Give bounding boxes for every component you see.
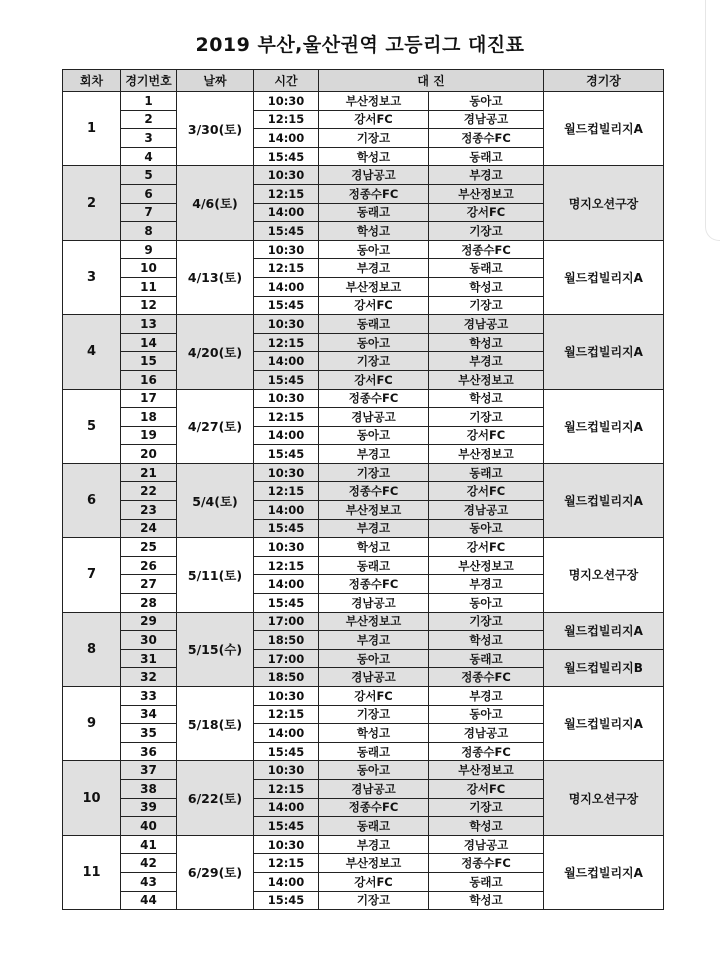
away-team: 부경고 — [429, 352, 544, 371]
home-team: 동래고 — [319, 817, 429, 836]
header-time: 시간 — [254, 70, 319, 92]
match-number: 15 — [121, 352, 177, 371]
match-time: 12:15 — [254, 259, 319, 278]
schedule-table — [62, 69, 664, 910]
away-team: 강서FC — [429, 426, 544, 445]
away-team: 부산정보고 — [429, 761, 544, 780]
home-team: 경남공고 — [319, 408, 429, 427]
away-team: 경남공고 — [429, 724, 544, 743]
match-time: 10:30 — [254, 463, 319, 482]
round-number: 2 — [63, 166, 121, 240]
match-number: 22 — [121, 482, 177, 501]
match-time: 12:15 — [254, 110, 319, 129]
round-number: 11 — [63, 835, 121, 909]
away-team: 정종수FC — [429, 668, 544, 687]
schedule-table-container — [62, 69, 663, 912]
away-team: 동아고 — [429, 92, 544, 111]
home-team: 학성고 — [319, 538, 429, 557]
match-date: 3/30(토) — [177, 92, 254, 166]
match-number: 3 — [121, 129, 177, 148]
match-number: 8 — [121, 222, 177, 241]
home-team: 강서FC — [319, 296, 429, 315]
match-time: 18:50 — [254, 631, 319, 650]
match-time: 12:15 — [254, 482, 319, 501]
header-venue: 경기장 — [544, 70, 664, 92]
match-number: 34 — [121, 705, 177, 724]
match-time: 10:30 — [254, 166, 319, 185]
table-row — [63, 463, 664, 482]
round-number: 6 — [63, 463, 121, 537]
table-row — [63, 835, 664, 854]
home-team: 동아고 — [319, 240, 429, 259]
table-row — [63, 315, 664, 334]
match-time: 14:00 — [254, 575, 319, 594]
home-team: 부산정보고 — [319, 501, 429, 520]
venue: 명지오션구장 — [544, 761, 664, 835]
match-number: 29 — [121, 612, 177, 631]
venue: 월드컵빌리지A — [544, 687, 664, 761]
match-number: 40 — [121, 817, 177, 836]
home-team: 부경고 — [319, 835, 429, 854]
home-team: 부산정보고 — [319, 612, 429, 631]
venue: 월드컵빌리지A — [544, 835, 664, 909]
match-number: 21 — [121, 463, 177, 482]
round-number: 4 — [63, 315, 121, 389]
round-number: 7 — [63, 538, 121, 612]
home-team: 정종수FC — [319, 482, 429, 501]
match-number: 36 — [121, 742, 177, 761]
header-date: 날짜 — [177, 70, 254, 92]
match-number: 44 — [121, 891, 177, 910]
match-date: 5/11(토) — [177, 538, 254, 612]
match-time: 15:45 — [254, 891, 319, 910]
away-team: 동래고 — [429, 147, 544, 166]
away-team: 정종수FC — [429, 854, 544, 873]
match-number: 42 — [121, 854, 177, 873]
match-time: 10:30 — [254, 92, 319, 111]
match-time: 15:45 — [254, 519, 319, 538]
match-time: 14:00 — [254, 277, 319, 296]
match-number: 10 — [121, 259, 177, 278]
away-team: 정종수FC — [429, 129, 544, 148]
header-match-no: 경기번호 — [121, 70, 177, 92]
away-team: 동아고 — [429, 705, 544, 724]
home-team: 경남공고 — [319, 779, 429, 798]
match-time: 12:15 — [254, 779, 319, 798]
match-time: 15:45 — [254, 222, 319, 241]
venue: 월드컵빌리지A — [544, 389, 664, 463]
match-number: 18 — [121, 408, 177, 427]
away-team: 학성고 — [429, 333, 544, 352]
match-time: 12:15 — [254, 705, 319, 724]
match-number: 25 — [121, 538, 177, 557]
away-team: 동래고 — [429, 872, 544, 891]
match-time: 12:15 — [254, 854, 319, 873]
away-team: 기장고 — [429, 222, 544, 241]
away-team: 부경고 — [429, 687, 544, 706]
away-team: 학성고 — [429, 817, 544, 836]
away-team: 기장고 — [429, 408, 544, 427]
match-number: 17 — [121, 389, 177, 408]
home-team: 경남공고 — [319, 166, 429, 185]
match-time: 14:00 — [254, 203, 319, 222]
match-date: 4/27(토) — [177, 389, 254, 463]
away-team: 경남공고 — [429, 835, 544, 854]
home-team: 경남공고 — [319, 594, 429, 613]
away-team: 강서FC — [429, 482, 544, 501]
match-number: 9 — [121, 240, 177, 259]
match-time: 10:30 — [254, 687, 319, 706]
home-team: 부경고 — [319, 259, 429, 278]
home-team: 부산정보고 — [319, 92, 429, 111]
match-number: 30 — [121, 631, 177, 650]
match-number: 35 — [121, 724, 177, 743]
away-team: 학성고 — [429, 389, 544, 408]
away-team: 동래고 — [429, 259, 544, 278]
match-date: 6/22(토) — [177, 761, 254, 835]
match-time: 12:15 — [254, 184, 319, 203]
home-team: 강서FC — [319, 687, 429, 706]
match-time: 17:00 — [254, 649, 319, 668]
match-number: 11 — [121, 277, 177, 296]
venue: 월드컵빌리지A — [544, 315, 664, 389]
match-time: 15:45 — [254, 742, 319, 761]
home-team: 기장고 — [319, 129, 429, 148]
match-number: 13 — [121, 315, 177, 334]
match-date: 4/13(토) — [177, 240, 254, 314]
away-team: 부산정보고 — [429, 184, 544, 203]
header-round: 회차 — [63, 70, 121, 92]
home-team: 정종수FC — [319, 184, 429, 203]
match-time: 10:30 — [254, 761, 319, 780]
match-time: 14:00 — [254, 872, 319, 891]
match-number: 26 — [121, 556, 177, 575]
away-team: 부산정보고 — [429, 370, 544, 389]
away-team: 부산정보고 — [429, 556, 544, 575]
match-time: 15:45 — [254, 296, 319, 315]
match-number: 27 — [121, 575, 177, 594]
home-team: 정종수FC — [319, 798, 429, 817]
match-number: 14 — [121, 333, 177, 352]
table-row — [63, 612, 664, 631]
match-number: 37 — [121, 761, 177, 780]
away-team: 기장고 — [429, 612, 544, 631]
away-team: 동래고 — [429, 463, 544, 482]
match-number: 1 — [121, 92, 177, 111]
match-number: 7 — [121, 203, 177, 222]
match-number: 32 — [121, 668, 177, 687]
home-team: 경남공고 — [319, 668, 429, 687]
page-title: 2019 부산,울산권역 고등리그 대진표 — [195, 34, 525, 56]
venue: 월드컵빌리지B — [544, 649, 664, 686]
match-time: 12:15 — [254, 556, 319, 575]
match-time: 10:30 — [254, 389, 319, 408]
match-time: 10:30 — [254, 538, 319, 557]
match-number: 4 — [121, 147, 177, 166]
home-team: 정종수FC — [319, 575, 429, 594]
match-number: 6 — [121, 184, 177, 203]
match-time: 15:45 — [254, 147, 319, 166]
table-row — [63, 166, 664, 185]
round-number: 9 — [63, 687, 121, 761]
home-team: 부경고 — [319, 445, 429, 464]
home-team: 기장고 — [319, 463, 429, 482]
home-team: 동아고 — [319, 333, 429, 352]
match-number: 31 — [121, 649, 177, 668]
home-team: 동래고 — [319, 203, 429, 222]
table-row — [63, 687, 664, 706]
match-time: 17:00 — [254, 612, 319, 631]
venue: 명지오션구장 — [544, 538, 664, 612]
match-number: 38 — [121, 779, 177, 798]
table-row — [63, 761, 664, 780]
venue: 월드컵빌리지A — [544, 612, 664, 649]
away-team: 경남공고 — [429, 110, 544, 129]
match-date: 4/20(토) — [177, 315, 254, 389]
away-team: 기장고 — [429, 798, 544, 817]
match-number: 2 — [121, 110, 177, 129]
match-date: 5/18(토) — [177, 687, 254, 761]
match-number: 39 — [121, 798, 177, 817]
match-time: 18:50 — [254, 668, 319, 687]
match-time: 14:00 — [254, 129, 319, 148]
away-team: 동아고 — [429, 519, 544, 538]
round-number: 5 — [63, 389, 121, 463]
away-team: 동래고 — [429, 649, 544, 668]
away-team: 학성고 — [429, 277, 544, 296]
home-team: 기장고 — [319, 352, 429, 371]
match-number: 12 — [121, 296, 177, 315]
home-team: 동아고 — [319, 426, 429, 445]
home-team: 부산정보고 — [319, 854, 429, 873]
round-number: 3 — [63, 240, 121, 314]
away-team: 강서FC — [429, 538, 544, 557]
table-row — [63, 538, 664, 557]
header-row — [63, 70, 664, 92]
schedule-body — [63, 92, 664, 910]
away-team: 정종수FC — [429, 240, 544, 259]
table-row — [63, 92, 664, 111]
match-number: 24 — [121, 519, 177, 538]
home-team: 부경고 — [319, 631, 429, 650]
home-team: 동래고 — [319, 556, 429, 575]
away-team: 기장고 — [429, 296, 544, 315]
match-number: 19 — [121, 426, 177, 445]
match-time: 14:00 — [254, 426, 319, 445]
home-team: 강서FC — [319, 370, 429, 389]
away-team: 부경고 — [429, 166, 544, 185]
home-team: 기장고 — [319, 891, 429, 910]
venue: 월드컵빌리지A — [544, 92, 664, 166]
away-team: 정종수FC — [429, 742, 544, 761]
match-number: 28 — [121, 594, 177, 613]
match-time: 14:00 — [254, 798, 319, 817]
home-team: 학성고 — [319, 147, 429, 166]
away-team: 경남공고 — [429, 315, 544, 334]
match-number: 33 — [121, 687, 177, 706]
table-row — [63, 649, 664, 668]
venue: 명지오션구장 — [544, 166, 664, 240]
match-number: 41 — [121, 835, 177, 854]
away-team: 학성고 — [429, 631, 544, 650]
match-date: 5/15(수) — [177, 612, 254, 686]
home-team: 부산정보고 — [319, 277, 429, 296]
match-time: 15:45 — [254, 817, 319, 836]
home-team: 강서FC — [319, 872, 429, 891]
away-team: 동아고 — [429, 594, 544, 613]
table-row — [63, 389, 664, 408]
round-number: 8 — [63, 612, 121, 686]
match-time: 10:30 — [254, 240, 319, 259]
header-teams: 대 진 — [319, 70, 544, 92]
home-team: 동래고 — [319, 315, 429, 334]
away-team: 강서FC — [429, 203, 544, 222]
match-time: 14:00 — [254, 501, 319, 520]
home-team: 정종수FC — [319, 389, 429, 408]
match-number: 23 — [121, 501, 177, 520]
match-time: 15:45 — [254, 445, 319, 464]
match-time: 15:45 — [254, 594, 319, 613]
match-time: 12:15 — [254, 408, 319, 427]
match-number: 5 — [121, 166, 177, 185]
home-team: 동래고 — [319, 742, 429, 761]
away-team: 부산정보고 — [429, 445, 544, 464]
match-date: 6/29(토) — [177, 835, 254, 909]
away-team: 학성고 — [429, 891, 544, 910]
match-date: 5/4(토) — [177, 463, 254, 537]
venue: 월드컵빌리지A — [544, 463, 664, 537]
round-number: 1 — [63, 92, 121, 166]
venue: 월드컵빌리지A — [544, 240, 664, 314]
match-time: 10:30 — [254, 835, 319, 854]
match-time: 10:30 — [254, 315, 319, 334]
home-team: 동아고 — [319, 649, 429, 668]
away-team: 경남공고 — [429, 501, 544, 520]
match-time: 15:45 — [254, 370, 319, 389]
home-team: 강서FC — [319, 110, 429, 129]
home-team: 동아고 — [319, 761, 429, 780]
match-date: 4/6(토) — [177, 166, 254, 240]
home-team: 학성고 — [319, 724, 429, 743]
match-time: 14:00 — [254, 352, 319, 371]
match-number: 43 — [121, 872, 177, 891]
match-number: 16 — [121, 370, 177, 389]
round-number: 10 — [63, 761, 121, 835]
table-row — [63, 240, 664, 259]
home-team: 학성고 — [319, 222, 429, 241]
match-number: 20 — [121, 445, 177, 464]
home-team: 기장고 — [319, 705, 429, 724]
away-team: 부경고 — [429, 575, 544, 594]
away-team: 강서FC — [429, 779, 544, 798]
match-time: 14:00 — [254, 724, 319, 743]
home-team: 부경고 — [319, 519, 429, 538]
match-time: 12:15 — [254, 333, 319, 352]
